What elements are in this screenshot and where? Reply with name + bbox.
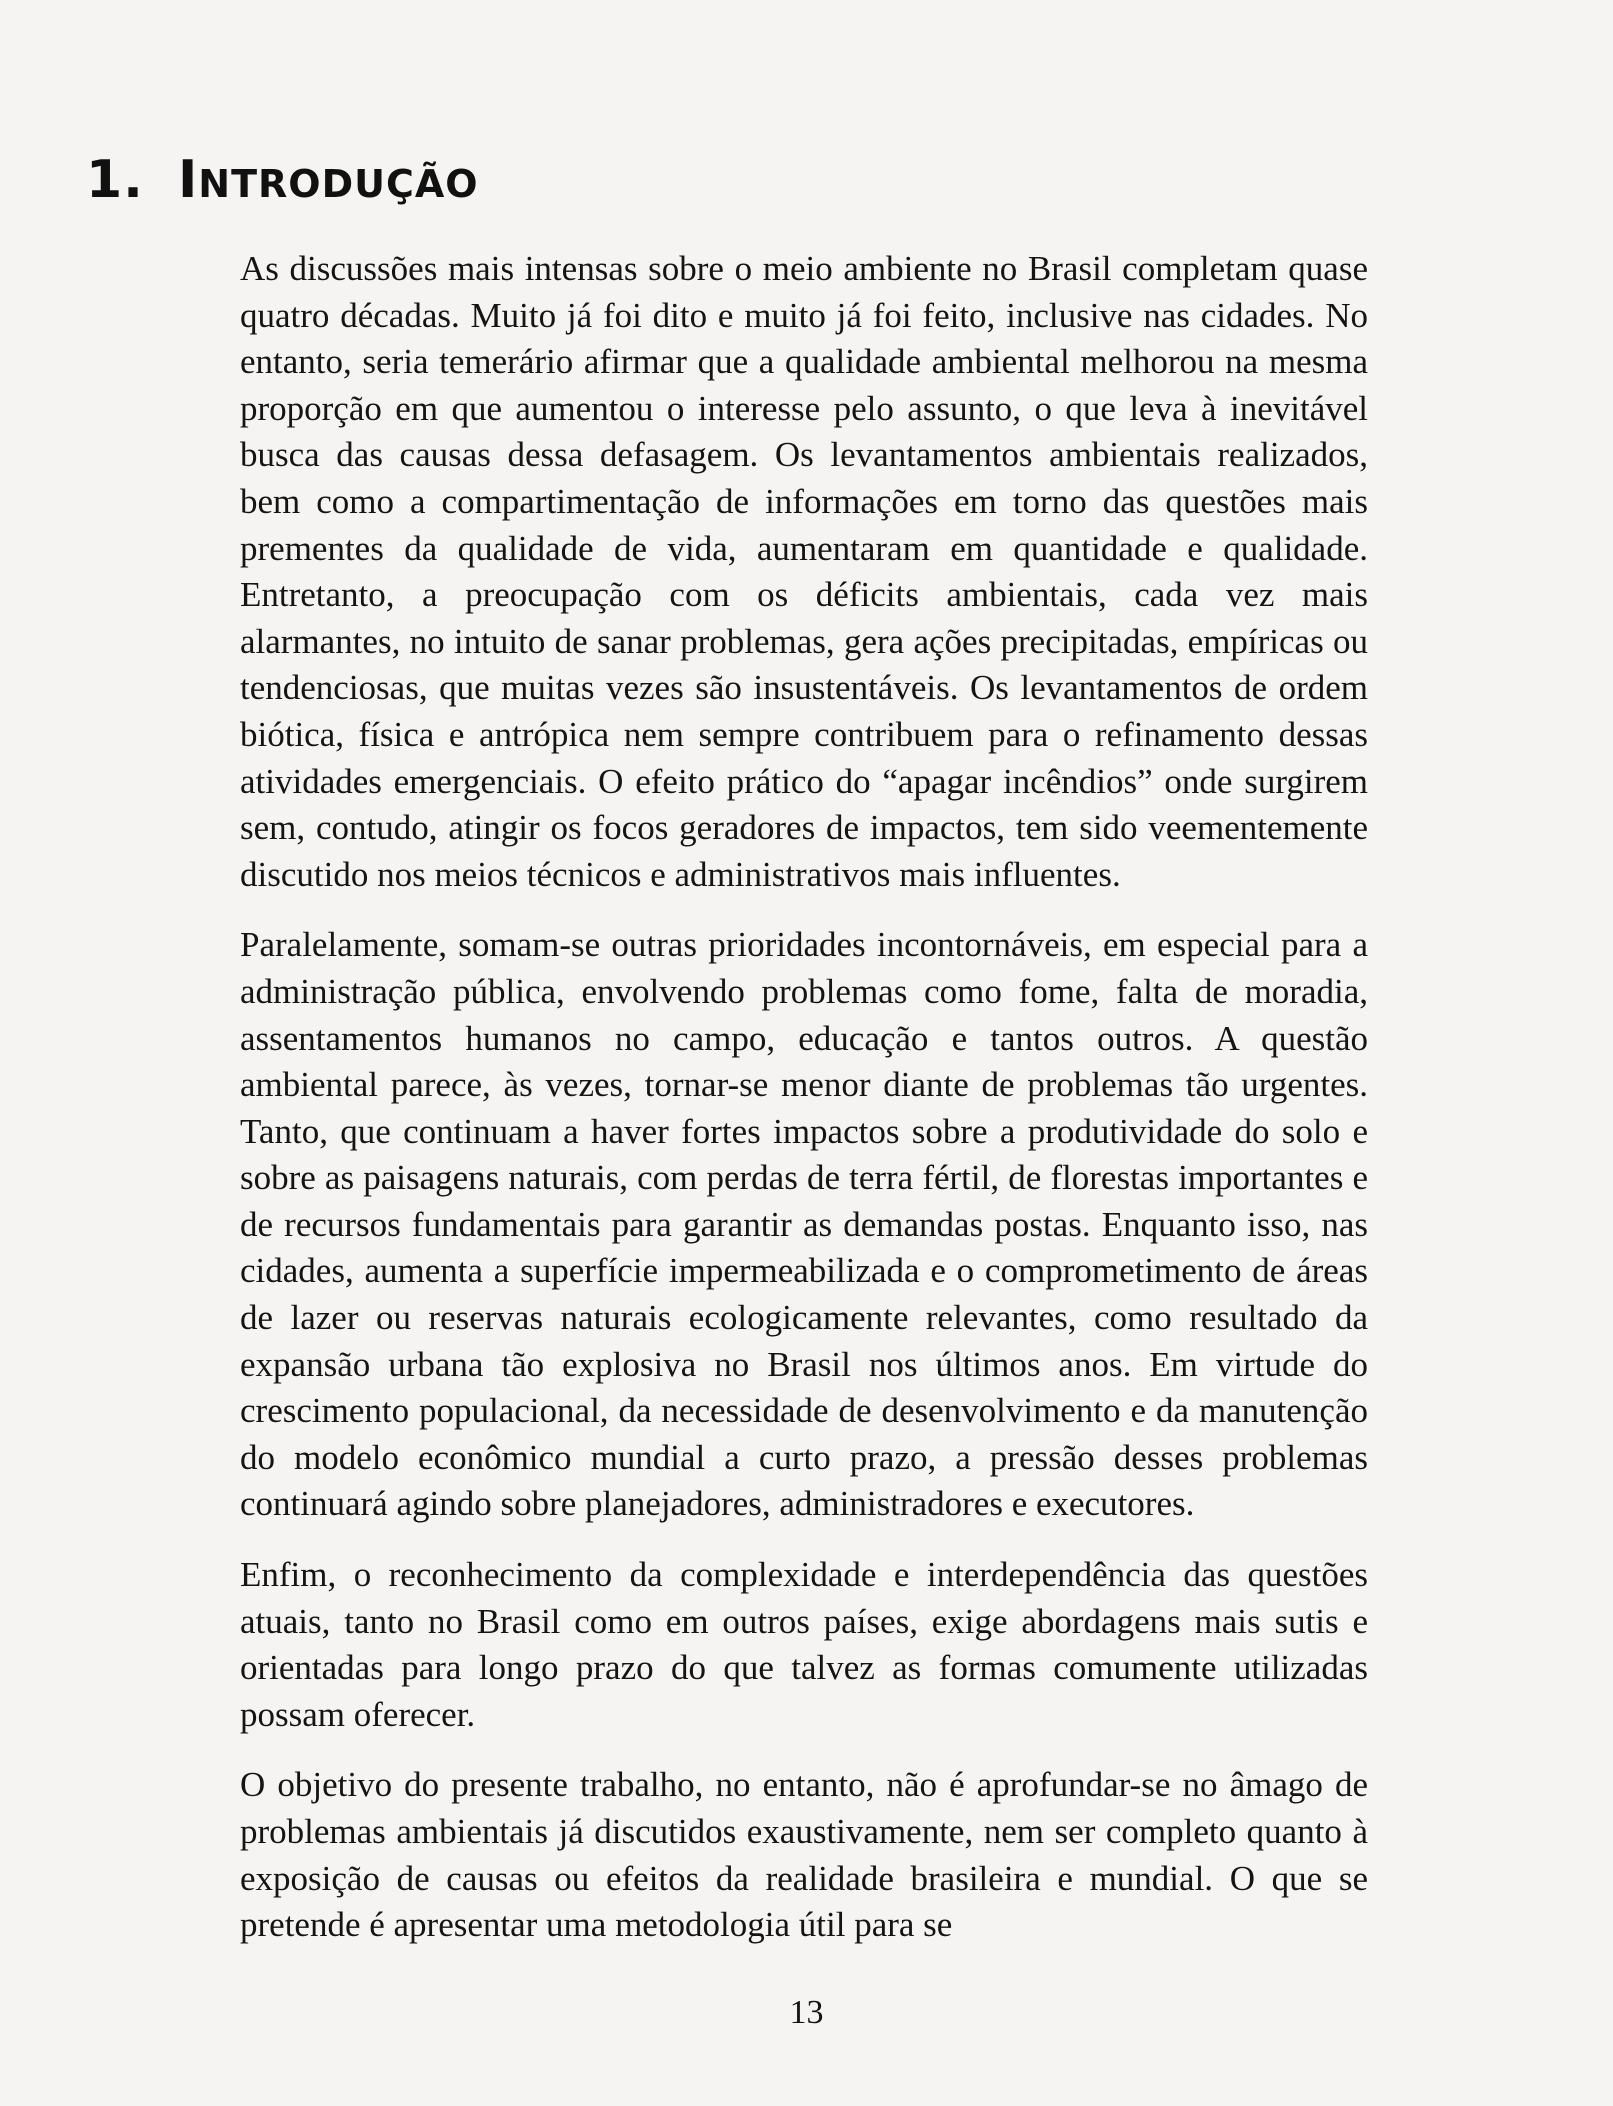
body-text xyxy=(240,246,1368,1973)
chapter-title-rest: NTRODUÇÃO xyxy=(198,162,479,206)
chapter-title-initial: I xyxy=(177,150,199,210)
paragraph-4: O objetivo do presente trabalho, no entanto, não é aprofundar-se no âmago de problemas ambientais já discutidos exaustivamente, nem ser completo quanto à exposição de causas ou efeitos da realidade brasileira e mundial. O que se pretende é apresentar uma metodologia útil para se xyxy=(240,1765,1368,1945)
paragraph-1: As discussões mais intensas sobre o meio ambiente no Brasil completam quase quatro décadas. Muito já foi dito e muito já foi feito, inclusive nas cidades. No entanto, seria temerário afirmar que a qualidade ambiental melhorou na mesma proporção em que aumentou o interesse pelo assunto, o que leva à inevitável busca das causas dessa defasagem. Os levantamentos ambientais realizados, bem como a compartimentação de informações em torno das questões mais prementes da qualidade de vida, aumentaram em quantidade e qualidade. Entretanto, a preocupação com os déficits ambientais, cada vez mais alarmantes, no intuito de sanar problemas, gera ações precipitadas, empíricas ou tendenciosas, que muitas vezes são insustentáveis. Os levantamentos de ordem biótica, física e antrópica nem sempre contribuem para o refinamento dessas atividades emergenciais. O efeito prático do “apagar incêndios” onde surgirem sem, contudo, atingir os focos geradores de impactos, tem sido veementemente discutido nos meios técnicos e administrativos mais influentes. xyxy=(240,249,1368,894)
chapter-number: 1. xyxy=(86,150,144,210)
paragraph-2: Paralelamente, somam-se outras prioridades incontornáveis, em especial para a administração pública, envolvendo problemas como fome, falta de moradia, assentamentos humanos no campo, educação e tantos outros. A questão ambiental parece, às vezes, tornar-se menor diante de problemas tão urgentes. Tanto, que continuam a haver fortes impactos sobre a produtividade do solo e sobre as paisagens naturais, com perdas de terra fértil, de florestas importantes e de recursos fundamentais para garantir as demandas postas. Enquanto isso, nas cidades, aumenta a superfície impermeabilizada e o comprometimento de áreas de lazer ou reservas naturais ecologicamente relevantes, como resultado da expansão urbana tão explosiva no Brasil nos últimos anos. Em virtude do crescimento populacional, da necessidade de desenvolvimento e da manutenção do modelo econômico mundial a curto prazo, a pressão desses problemas continuará agindo sobre planejadores, administradores e executores. xyxy=(240,925,1368,1524)
paragraph-3: Enfim, o reconhecimento da complexidade e interdependência das questões atuais, tanto no Brasil como em outros países, exige abordagens mais sutis e orientadas para longo prazo do que talvez as formas comumente utilizadas possam oferecer. xyxy=(240,1555,1368,1734)
page-number: 13 xyxy=(789,1994,824,2031)
chapter-heading xyxy=(86,150,479,214)
